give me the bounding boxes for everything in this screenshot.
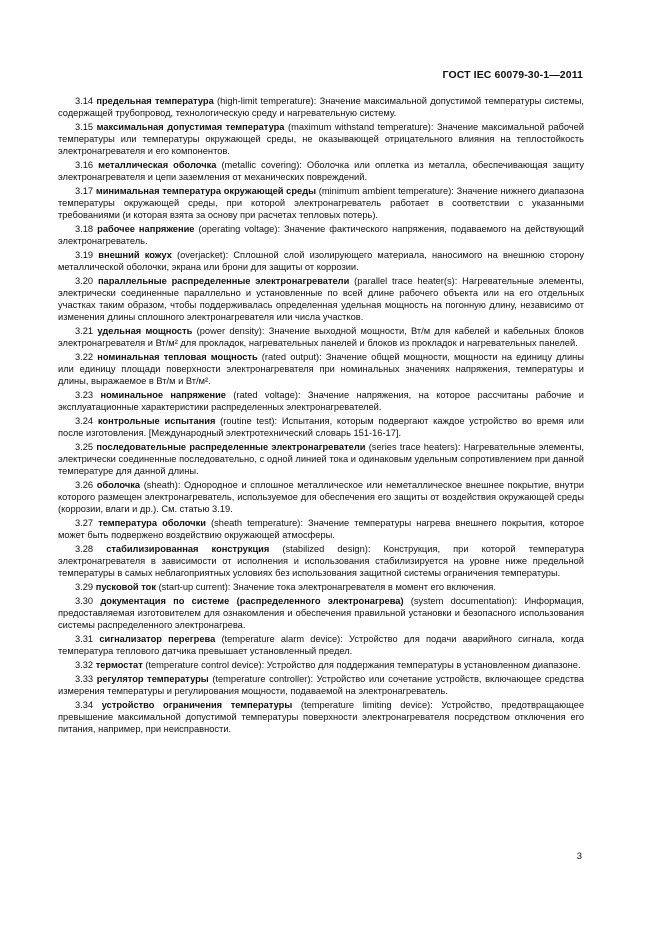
entry-number: 3.16 bbox=[75, 160, 94, 171]
entry-number: 3.33 bbox=[75, 674, 94, 685]
entry-definition: (power density): Значение выходной мощности, Вт/м для кабелей и кабельных блоков электронагревателя и Вт/м² для прокладок, нагревательных панелей и блоков из прокладок и нагревательных панелей. bbox=[58, 326, 584, 349]
entry-term: пусковой ток bbox=[95, 582, 156, 593]
entry-definition: (temperature controller): Устройство или сочетание устройств, включающее средства измерения температуры и регулирования мощности, подаваемой на электронагреватель. bbox=[58, 674, 584, 697]
entry-number: 3.24 bbox=[75, 416, 94, 427]
entry-definition: (routine test): Испытания, которым подвергают каждое устройство во время или после изготовления. [Международный электротехнический словарь 151-16-17]. bbox=[58, 416, 584, 439]
entry-term: документация по системе (распределенного электронагрева) bbox=[100, 596, 404, 607]
entry-number: 3.22 bbox=[75, 352, 94, 363]
entry-number: 3.19 bbox=[75, 250, 94, 261]
definition-entry bbox=[58, 543, 584, 579]
definition-entry bbox=[58, 415, 584, 439]
entry-definition: (series trace heaters): Нагревательные элементы, электрически соединенные последовательно, с одной линией тока и одинаковым удельным сопротивлением при данной температуре для данной длины. bbox=[58, 442, 584, 477]
entry-term: минимальная температура окружающей среды bbox=[95, 186, 317, 196]
entry-definition: (rated output): Значение общей мощности, мощности на единицу длины или единицу площади поверхности электронагревателя при номинальных значениях напряжения, температуры и длины, выражаемое в Вт/м и Вт/м². bbox=[58, 352, 584, 387]
entry-number: 3.31 bbox=[75, 634, 94, 645]
entry-definition: (parallel trace heater(s): Нагревательные элементы, электрически соединенные параллельно и установленные по всей длине рабочего объекта или на его отдельных участках таким образом, чтобы поддерживалась определенная удельная мощность на погонную длину, независимо от изменения длины сплошного электронагревателя или числа участков. bbox=[58, 276, 584, 323]
entry-number: 3.21 bbox=[75, 326, 94, 337]
entry-definition: (high-limit temperature): Значение максимальной допустимой температуры системы, содержащей трубопровод, технологическую среду и нагревательную систему. bbox=[58, 96, 584, 119]
entry-term: рабочее напряжение bbox=[97, 224, 195, 235]
entry-number: 3.18 bbox=[75, 224, 94, 235]
entry-term: предельная температура bbox=[96, 96, 214, 106]
entry-term: регулятор температуры bbox=[96, 674, 209, 685]
entry-definition: (temperature limiting device): Устройство, предотвращающее превышение максимальной допустимой температуры поверхности электронагревателя посредством отключения его питания, например, при неисправности. bbox=[58, 700, 584, 735]
entry-definition: (stabilized design): Конструкция, при которой температура электронагревателя в зависимости от исполнения и использования стабилизируется на уровне ниже предельной температуры в самых неблагоприятных условиях без использования защитной системы ограничения температуры. bbox=[58, 544, 584, 579]
definition-entry bbox=[58, 223, 584, 247]
entry-definition: (operating voltage): Значение фактического напряжения, подаваемого на действующий электронагреватель. bbox=[58, 224, 585, 247]
definition-entry bbox=[58, 595, 584, 631]
entry-number: 3.28 bbox=[75, 544, 94, 555]
entry-number: 3.25 bbox=[75, 442, 94, 453]
definition-entry bbox=[58, 659, 584, 671]
entry-term: максимальная допустимая температура bbox=[96, 121, 285, 132]
entry-number: 3.30 bbox=[75, 596, 94, 607]
entry-number: 3.26 bbox=[75, 480, 94, 491]
entry-term: устройство ограничения температуры bbox=[101, 700, 293, 711]
definition-entry bbox=[58, 121, 584, 157]
entry-definition: (temperature alarm device): Устройство для подачи аварийного сигнала, когда температура теплового датчика превышает установленный предел. bbox=[58, 634, 584, 657]
entry-definition: (metallic covering): Оболочка или оплетка из металла, обеспечивающая защиту электронагревателя и цепи заземления от механических повреждений. bbox=[58, 160, 584, 183]
definition-entry bbox=[58, 479, 584, 515]
definition-entry bbox=[58, 351, 584, 387]
entry-term: термостат bbox=[95, 660, 143, 671]
entry-definition: (rated voltage): Значение напряжения, на которое рассчитаны рабочие и эксплуатационные характеристики распределенных электронагревателей. bbox=[58, 390, 584, 413]
entry-number: 3.20 bbox=[75, 276, 94, 286]
definition-entry bbox=[58, 699, 584, 735]
definition-entry bbox=[58, 185, 584, 221]
entry-term: удельная мощность bbox=[97, 326, 193, 337]
entry-term: номинальная тепловая мощность bbox=[97, 352, 258, 363]
definition-entry bbox=[58, 159, 584, 183]
definition-entry bbox=[58, 633, 584, 657]
entry-term: параллельные распределенные электронагреватели bbox=[97, 276, 350, 286]
definition-entry bbox=[58, 389, 584, 413]
definition-entry bbox=[58, 441, 584, 477]
entry-number: 3.34 bbox=[75, 700, 94, 711]
definitions-list bbox=[58, 95, 584, 737]
definition-entry bbox=[58, 249, 584, 273]
entry-definition: (start-up current): Значение тока электронагревателя в момент его включения. bbox=[155, 582, 496, 593]
entry-term: сигнализатор перегрева bbox=[99, 634, 216, 645]
entry-number: 3.15 bbox=[75, 121, 94, 132]
entry-definition: (sheath temperature): Значение температуры нагрева внешнего покрытия, которое может быть подвержено воздействию окружающей атмосферы. bbox=[58, 518, 585, 541]
entry-definition: (sheath): Однородное и сплошное металлическое или неметаллическое внешнее покрытие, внутри которого размещен электронагреватель, используемое для обеспечения его защиты от воздействия окружающей среды (коррозии, влаги и др.). См. статью 3.19. bbox=[58, 480, 584, 515]
entry-term: температура оболочки bbox=[98, 518, 206, 529]
entry-term: металлическая оболочка bbox=[98, 160, 217, 171]
entry-term: контрольные испытания bbox=[97, 416, 216, 427]
definition-entry bbox=[58, 95, 584, 119]
entry-definition: (temperature control device): Устройство для поддержания температуры в установленном диапазоне. bbox=[142, 660, 581, 671]
entry-term: оболочка bbox=[96, 480, 141, 491]
entry-number: 3.14 bbox=[75, 96, 94, 106]
entry-term: стабилизированная конструкция bbox=[106, 544, 270, 555]
entry-number: 3.17 bbox=[75, 186, 94, 196]
entry-term: внешний кожух bbox=[98, 250, 172, 261]
definition-entry bbox=[58, 517, 584, 541]
entry-definition: (maximum withstand temperature): Значение максимальной рабочей температуры или температуры окружающей среды, не оказывающей отрицательного влияния на теплостойкость электронагревателя и его компонентов. bbox=[58, 121, 584, 157]
entry-definition: (overjacket): Сплошной слой изолирующего материала, наносимого на внешнюю сторону металлической оболочки, экрана или брони для защиты от коррозии. bbox=[58, 250, 584, 273]
page-number: 3 bbox=[576, 851, 582, 862]
entry-number: 3.29 bbox=[75, 582, 94, 593]
document-header: ГОСТ IEC 60079-30-1—2011 bbox=[442, 69, 583, 81]
entry-number: 3.32 bbox=[75, 660, 94, 671]
entry-definition: (minimum ambient temperature): Значение нижнего диапазона температуры окружающей среды, при которой электронагреватель работает в соответствии с указанными требованиями (и которая взята за основу при расчетах тепловых потерь). bbox=[58, 186, 584, 221]
entry-definition: (system documentation): Информация, предоставляемая изготовителем для ознакомления и обеспечения правильной установки и безопасного использования системы распределенного электронагрева. bbox=[58, 596, 584, 631]
definition-entry bbox=[58, 673, 584, 697]
entry-number: 3.23 bbox=[75, 390, 94, 401]
definition-entry bbox=[58, 325, 584, 349]
entry-term: последовательные распределенные электронагреватели bbox=[96, 442, 366, 453]
definition-entry bbox=[58, 581, 584, 593]
entry-number: 3.27 bbox=[75, 518, 94, 529]
entry-term: номинальное напряжение bbox=[100, 390, 226, 401]
definition-entry bbox=[58, 275, 584, 323]
